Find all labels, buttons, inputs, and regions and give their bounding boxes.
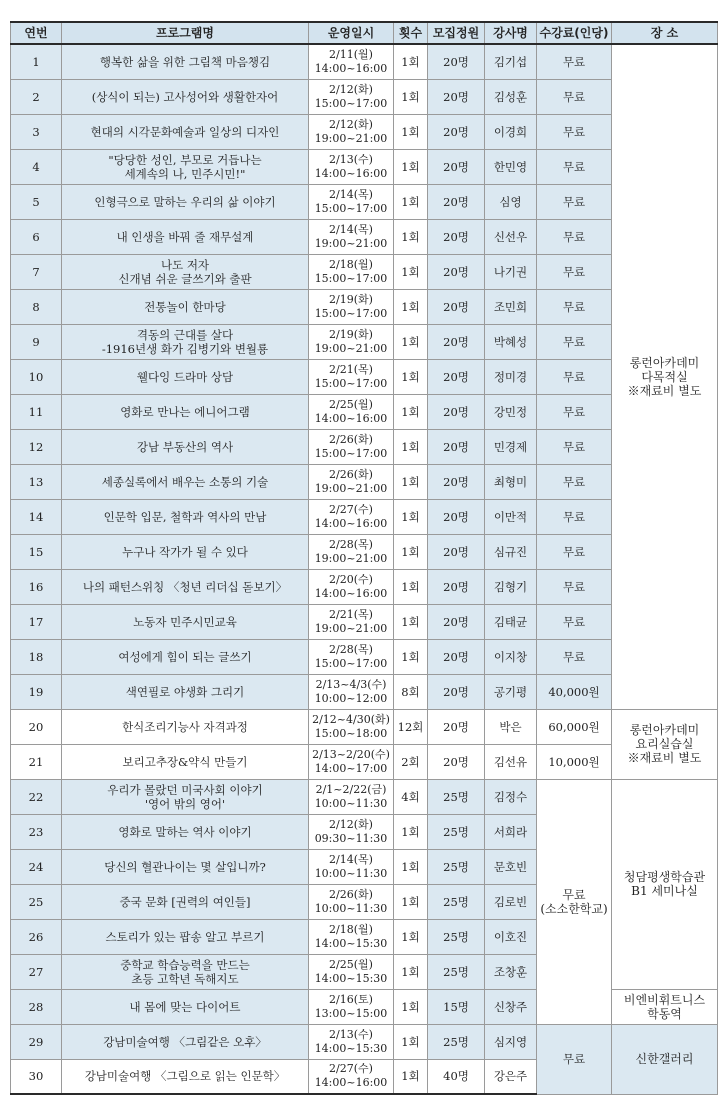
row-program: 강남미술여행 〈그림으로 읽는 인문학〉 (62, 1059, 309, 1094)
table-row (11, 569, 718, 604)
row-program: 내 인생을 바꿔 줄 재무설계 (62, 219, 309, 254)
row-date: 2/13~2/20(수) 14:00~17:00 (309, 744, 394, 779)
row-program: 누구나 작가가 될 수 있다 (62, 534, 309, 569)
row-date: 2/12(화) 09:30~11:30 (309, 814, 394, 849)
row-no: 26 (11, 919, 62, 954)
row-sessions: 8회 (394, 674, 428, 709)
row-no: 20 (11, 709, 62, 744)
row-instructor: 강민정 (485, 394, 537, 429)
row-program: 현대의 시각문화예술과 일상의 디자인 (62, 114, 309, 149)
row-sessions: 1회 (394, 814, 428, 849)
row-instructor: 이호진 (485, 919, 537, 954)
table-row (11, 779, 718, 814)
row-no: 13 (11, 464, 62, 499)
row-capacity: 25명 (428, 779, 485, 814)
row-no: 25 (11, 884, 62, 919)
row-program: 세종실록에서 배우는 소통의 기술 (62, 464, 309, 499)
row-instructor: 나기권 (485, 254, 537, 289)
row-program: 영화로 말하는 역사 이야기 (62, 814, 309, 849)
table-row (11, 464, 718, 499)
location-shinhan-gallery: 신한갤러리 (612, 1024, 718, 1094)
row-sessions: 1회 (394, 219, 428, 254)
row-instructor: 박은 (485, 709, 537, 744)
row-fee: 무료 (537, 219, 612, 254)
table-row (11, 989, 718, 1024)
row-program: 보리고추장&약식 만들기 (62, 744, 309, 779)
row-date: 2/12~4/30(화) 15:00~18:00 (309, 709, 394, 744)
row-sessions: 1회 (394, 44, 428, 79)
row-sessions: 1회 (394, 1059, 428, 1094)
row-sessions: 1회 (394, 604, 428, 639)
row-fee: 무료 (537, 44, 612, 79)
row-no: 3 (11, 114, 62, 149)
row-sessions: 1회 (394, 359, 428, 394)
row-fee: 무료 (537, 149, 612, 184)
header-location: 장 소 (612, 22, 718, 44)
row-program: 나의 패턴스위칭 〈청년 리더십 돋보기〉 (62, 569, 309, 604)
program-schedule (10, 21, 717, 1095)
row-date: 2/13(수) 14:00~16:00 (309, 149, 394, 184)
row-capacity: 25명 (428, 919, 485, 954)
row-program: 내 몸에 맞는 다이어트 (62, 989, 309, 1024)
location-longrun-multipurpose: 롱런아카데미 다목적실 ※재료비 별도 (612, 44, 718, 709)
row-capacity: 20명 (428, 639, 485, 674)
row-program: 전통놀이 한마당 (62, 289, 309, 324)
row-program: 여성에게 힘이 되는 글쓰기 (62, 639, 309, 674)
row-sessions: 1회 (394, 884, 428, 919)
row-sessions: 1회 (394, 1024, 428, 1059)
row-fee: 무료 (537, 394, 612, 429)
row-date: 2/12(화) 15:00~17:00 (309, 79, 394, 114)
row-capacity: 15명 (428, 989, 485, 1024)
row-sessions: 1회 (394, 989, 428, 1024)
row-instructor: 조창훈 (485, 954, 537, 989)
row-date: 2/26(화) 19:00~21:00 (309, 464, 394, 499)
row-date: 2/14(목) 19:00~21:00 (309, 219, 394, 254)
row-instructor: 김로빈 (485, 884, 537, 919)
row-sessions: 1회 (394, 569, 428, 604)
table-row (11, 149, 718, 184)
table-row (11, 79, 718, 114)
row-no: 23 (11, 814, 62, 849)
row-instructor: 김형기 (485, 569, 537, 604)
row-instructor: 김성훈 (485, 79, 537, 114)
row-fee: 무료 (537, 79, 612, 114)
row-instructor: 박혜성 (485, 324, 537, 359)
row-fee: 10,000원 (537, 744, 612, 779)
row-date: 2/19(화) 15:00~17:00 (309, 289, 394, 324)
row-capacity: 20명 (428, 289, 485, 324)
row-instructor: 김기섭 (485, 44, 537, 79)
row-capacity: 25명 (428, 954, 485, 989)
row-capacity: 25명 (428, 884, 485, 919)
row-capacity: 20명 (428, 149, 485, 184)
row-program: 강남미술여행 〈그림같은 오후〉 (62, 1024, 309, 1059)
row-capacity: 20명 (428, 464, 485, 499)
table-row (11, 219, 718, 254)
row-no: 27 (11, 954, 62, 989)
row-capacity: 20명 (428, 674, 485, 709)
row-fee: 무료 (537, 569, 612, 604)
row-capacity: 20명 (428, 569, 485, 604)
row-no: 28 (11, 989, 62, 1024)
program-schedule-table (10, 21, 718, 1095)
row-instructor: 정미경 (485, 359, 537, 394)
row-no: 22 (11, 779, 62, 814)
row-sessions: 1회 (394, 184, 428, 219)
row-date: 2/16(토) 13:00~15:00 (309, 989, 394, 1024)
row-instructor: 이지창 (485, 639, 537, 674)
header-program: 프로그램명 (62, 22, 309, 44)
row-capacity: 25명 (428, 849, 485, 884)
table-row (11, 254, 718, 289)
table-row (11, 359, 718, 394)
location-bnb-fitness: 비엔비휘트니스 학동역 (612, 989, 718, 1024)
header-capacity: 모집정원 (428, 22, 485, 44)
row-program: 행복한 삶을 위한 그림책 마음챙김 (62, 44, 309, 79)
row-date: 2/27(수) 14:00~16:00 (309, 1059, 394, 1094)
row-date: 2/18(월) 14:00~15:30 (309, 919, 394, 954)
row-sessions: 2회 (394, 744, 428, 779)
row-program: 노동자 민주시민교육 (62, 604, 309, 639)
row-sessions: 1회 (394, 289, 428, 324)
row-instructor: 서희라 (485, 814, 537, 849)
row-capacity: 20명 (428, 744, 485, 779)
table-row (11, 429, 718, 464)
row-date: 2/13(수) 14:00~15:30 (309, 1024, 394, 1059)
row-fee: 무료 (537, 534, 612, 569)
row-date: 2/1~2/22(금) 10:00~11:30 (309, 779, 394, 814)
row-instructor: 이경희 (485, 114, 537, 149)
row-sessions: 1회 (394, 639, 428, 674)
row-date: 2/27(수) 14:00~16:00 (309, 499, 394, 534)
row-program: 격동의 근대를 살다 -1916년생 화가 김병기와 변월룡 (62, 324, 309, 359)
row-no: 16 (11, 569, 62, 604)
row-no: 10 (11, 359, 62, 394)
row-sessions: 1회 (394, 324, 428, 359)
row-fee: 무료 (537, 639, 612, 674)
row-program: 스토리가 있는 팝송 알고 부르기 (62, 919, 309, 954)
row-sessions: 1회 (394, 79, 428, 114)
row-no: 9 (11, 324, 62, 359)
row-instructor: 김선유 (485, 744, 537, 779)
row-capacity: 20명 (428, 44, 485, 79)
row-instructor: 강은주 (485, 1059, 537, 1094)
row-program: 영화로 만나는 에니어그램 (62, 394, 309, 429)
table-row (11, 604, 718, 639)
row-sessions: 1회 (394, 149, 428, 184)
row-no: 2 (11, 79, 62, 114)
header-instructor: 강사명 (485, 22, 537, 44)
row-capacity: 20명 (428, 429, 485, 464)
row-fee: 무료 (537, 324, 612, 359)
row-date: 2/28(목) 15:00~17:00 (309, 639, 394, 674)
row-date: 2/26(화) 10:00~11:30 (309, 884, 394, 919)
row-instructor: 심규진 (485, 534, 537, 569)
row-capacity: 20명 (428, 324, 485, 359)
row-program: 인문학 입문, 철학과 역사의 만남 (62, 499, 309, 534)
row-sessions: 1회 (394, 499, 428, 534)
row-date: 2/25(월) 14:00~15:30 (309, 954, 394, 989)
row-program: 강남 부동산의 역사 (62, 429, 309, 464)
row-sessions: 1회 (394, 394, 428, 429)
row-date: 2/26(화) 15:00~17:00 (309, 429, 394, 464)
row-capacity: 20명 (428, 394, 485, 429)
row-fee: 무료 (537, 1024, 612, 1094)
row-date: 2/21(목) 19:00~21:00 (309, 604, 394, 639)
row-date: 2/14(목) 10:00~11:30 (309, 849, 394, 884)
row-sessions: 1회 (394, 954, 428, 989)
row-date: 2/19(화) 19:00~21:00 (309, 324, 394, 359)
row-capacity: 25명 (428, 814, 485, 849)
location-longrun-kitchen: 롱런아카데미 요리실습실 ※재료비 별도 (612, 709, 718, 779)
row-capacity: 20명 (428, 254, 485, 289)
row-sessions: 12회 (394, 709, 428, 744)
row-no: 11 (11, 394, 62, 429)
row-fee: 무료 (537, 254, 612, 289)
row-fee-free-school: 무료 (소소한학교) (537, 779, 612, 1024)
row-no: 7 (11, 254, 62, 289)
table-row (11, 184, 718, 219)
row-capacity: 20명 (428, 604, 485, 639)
row-instructor: 심영 (485, 184, 537, 219)
row-date: 2/12(화) 19:00~21:00 (309, 114, 394, 149)
row-instructor: 조민희 (485, 289, 537, 324)
row-no: 18 (11, 639, 62, 674)
row-instructor: 한민영 (485, 149, 537, 184)
table-row (11, 324, 718, 359)
row-fee: 무료 (537, 464, 612, 499)
row-no: 8 (11, 289, 62, 324)
location-cheongdam-seminar: 청담평생학습관 B1 세미나실 (612, 779, 718, 989)
row-fee: 60,000원 (537, 709, 612, 744)
table-row (11, 639, 718, 674)
row-instructor: 신창주 (485, 989, 537, 1024)
row-program: (상식이 되는) 고사성어와 생활한자어 (62, 79, 309, 114)
table-row (11, 394, 718, 429)
row-program: 웰다잉 드라마 상담 (62, 359, 309, 394)
row-fee: 무료 (537, 499, 612, 534)
table-row (11, 744, 718, 779)
row-capacity: 20명 (428, 534, 485, 569)
row-instructor: 문호빈 (485, 849, 537, 884)
header-no: 연번 (11, 22, 62, 44)
row-program: 색연필로 야생화 그리기 (62, 674, 309, 709)
row-no: 12 (11, 429, 62, 464)
row-no: 19 (11, 674, 62, 709)
row-no: 24 (11, 849, 62, 884)
row-no: 6 (11, 219, 62, 254)
table-row (11, 499, 718, 534)
row-fee: 무료 (537, 359, 612, 394)
table-row (11, 534, 718, 569)
row-no: 15 (11, 534, 62, 569)
row-fee: 40,000원 (537, 674, 612, 709)
table-row (11, 114, 718, 149)
row-no: 1 (11, 44, 62, 79)
row-date: 2/20(수) 14:00~16:00 (309, 569, 394, 604)
row-capacity: 20명 (428, 219, 485, 254)
row-program: 우리가 몰랐던 미국사회 이야기 '영어 밖의 영어' (62, 779, 309, 814)
header-fee: 수강료(인당) (537, 22, 612, 44)
row-sessions: 1회 (394, 464, 428, 499)
row-no: 30 (11, 1059, 62, 1094)
row-sessions: 1회 (394, 919, 428, 954)
row-sessions: 1회 (394, 254, 428, 289)
row-capacity: 20명 (428, 114, 485, 149)
row-instructor: 신선우 (485, 219, 537, 254)
row-instructor: 공기평 (485, 674, 537, 709)
row-no: 21 (11, 744, 62, 779)
row-program: 중국 문화 [권력의 여인들] (62, 884, 309, 919)
row-capacity: 20명 (428, 709, 485, 744)
row-program: 당신의 혈관나이는 몇 살입니까? (62, 849, 309, 884)
row-capacity: 20명 (428, 79, 485, 114)
row-instructor: 민경제 (485, 429, 537, 464)
row-program: 한식조리기능사 자격과정 (62, 709, 309, 744)
row-instructor: 이만적 (485, 499, 537, 534)
table-row (11, 44, 718, 79)
table-row (11, 289, 718, 324)
row-instructor: 김태균 (485, 604, 537, 639)
row-instructor: 최형미 (485, 464, 537, 499)
row-date: 2/18(월) 15:00~17:00 (309, 254, 394, 289)
row-program: "당당한 성인, 부모로 거듭나는 세계속의 나, 민주시민!" (62, 149, 309, 184)
row-capacity: 20명 (428, 184, 485, 219)
header-sessions: 횟수 (394, 22, 428, 44)
row-program: 중학교 학습능력을 만드는 초등 고학년 독해지도 (62, 954, 309, 989)
row-no: 17 (11, 604, 62, 639)
row-sessions: 1회 (394, 534, 428, 569)
row-date: 2/14(목) 15:00~17:00 (309, 184, 394, 219)
row-no: 5 (11, 184, 62, 219)
table-row (11, 674, 718, 709)
row-no: 29 (11, 1024, 62, 1059)
row-program: 나도 저자 신개념 쉬운 글쓰기와 출판 (62, 254, 309, 289)
row-fee: 무료 (537, 184, 612, 219)
row-date: 2/28(목) 19:00~21:00 (309, 534, 394, 569)
row-fee: 무료 (537, 289, 612, 324)
row-fee: 무료 (537, 114, 612, 149)
row-fee: 무료 (537, 604, 612, 639)
row-program: 인형극으로 말하는 우리의 삶 이야기 (62, 184, 309, 219)
row-capacity: 25명 (428, 1024, 485, 1059)
row-sessions: 1회 (394, 429, 428, 464)
row-sessions: 1회 (394, 849, 428, 884)
row-no: 4 (11, 149, 62, 184)
row-instructor: 김정수 (485, 779, 537, 814)
row-capacity: 20명 (428, 499, 485, 534)
row-sessions: 4회 (394, 779, 428, 814)
row-date: 2/21(목) 15:00~17:00 (309, 359, 394, 394)
row-date: 2/11(월) 14:00~16:00 (309, 44, 394, 79)
table-row (11, 709, 718, 744)
row-date: 2/25(월) 14:00~16:00 (309, 394, 394, 429)
header-row (11, 22, 718, 44)
row-sessions: 1회 (394, 114, 428, 149)
row-date: 2/13~4/3(수) 10:00~12:00 (309, 674, 394, 709)
table-row (11, 1024, 718, 1059)
row-capacity: 40명 (428, 1059, 485, 1094)
row-no: 14 (11, 499, 62, 534)
row-instructor: 심지영 (485, 1024, 537, 1059)
row-fee: 무료 (537, 429, 612, 464)
row-capacity: 20명 (428, 359, 485, 394)
header-date: 운영일시 (309, 22, 394, 44)
